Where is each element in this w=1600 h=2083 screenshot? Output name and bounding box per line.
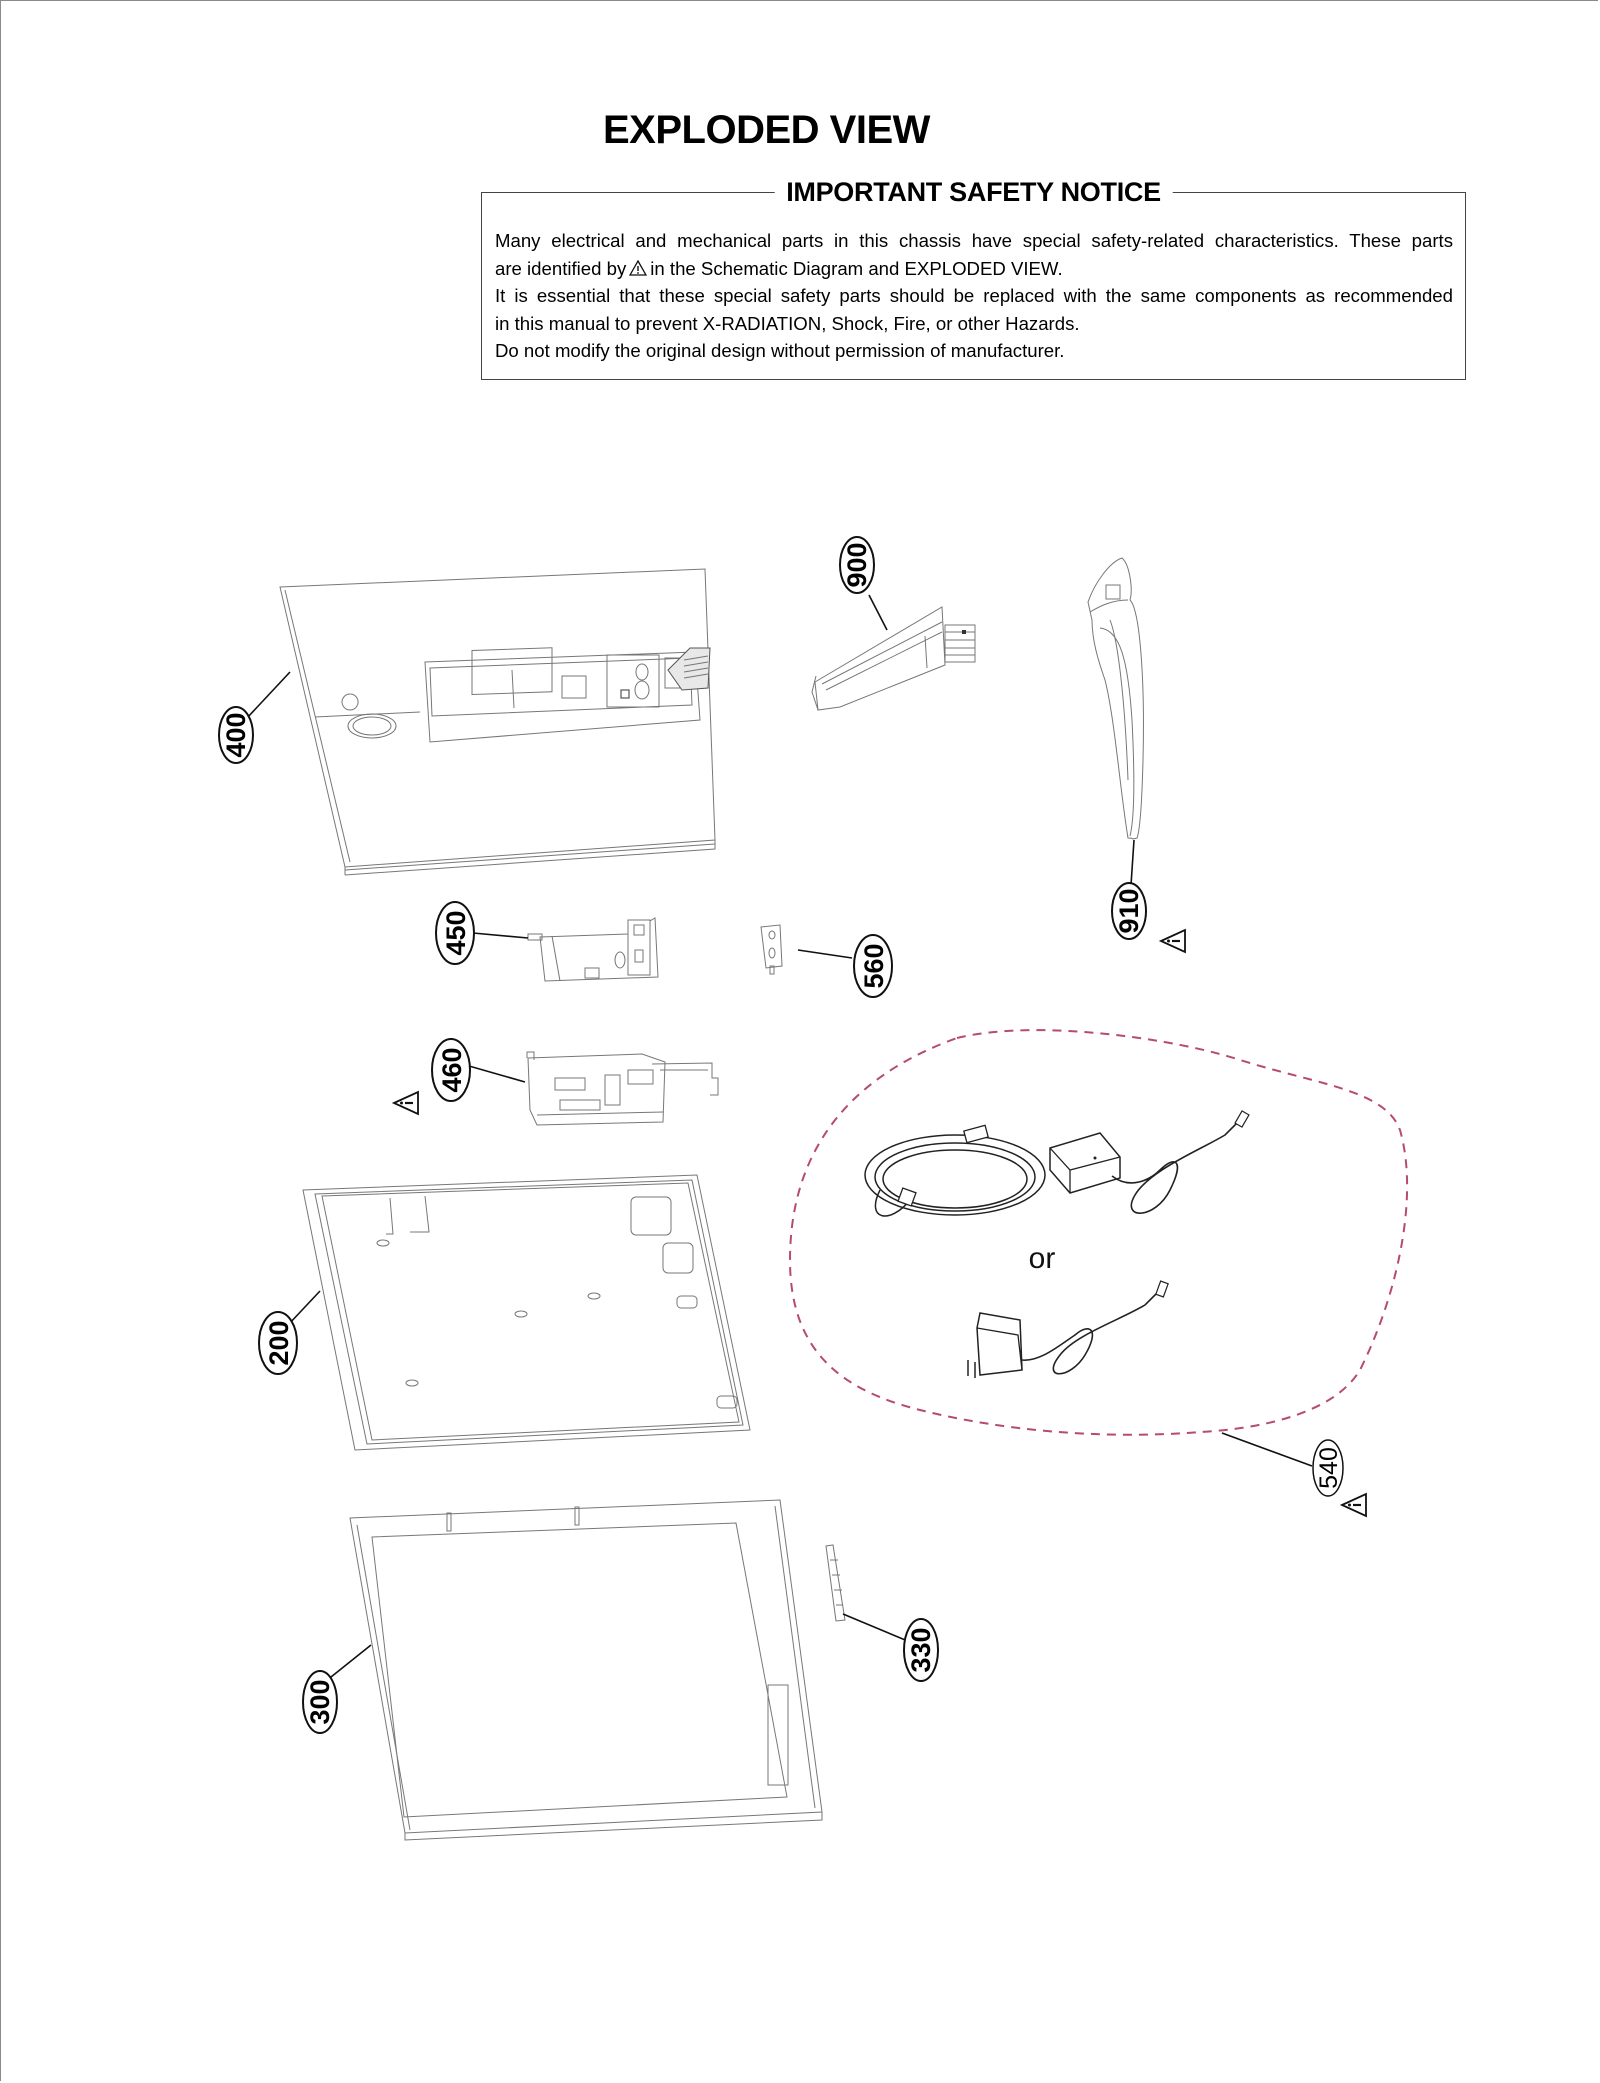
callout-910-label: 910: [1114, 888, 1144, 934]
callout-540-label: 540: [1315, 1447, 1343, 1489]
callout-900-label: 900: [842, 542, 872, 588]
safety-notice-line-4: in this manual to prevent X-RADIATION, Shock, Fire, or other Hazards.: [495, 312, 1080, 334]
part-460-shield-frame: [527, 1052, 718, 1125]
safety-notice-line-1: Many electrical and mechanical parts in this chassis have special safety-related characteristics. These parts: [495, 230, 1453, 251]
power-cord: [865, 1125, 1045, 1216]
part-330-key-board: [826, 1545, 845, 1621]
part-540-power-group: [790, 1030, 1407, 1435]
part-400-back-cover: [280, 569, 715, 875]
warning-triangle-icon: [1161, 930, 1185, 952]
callout-300[interactable]: [303, 1671, 337, 1733]
callout-900[interactable]: [840, 537, 874, 593]
part-910-stand-base: [1088, 558, 1143, 839]
callout-560[interactable]: [854, 935, 892, 997]
callout-460[interactable]: [432, 1039, 470, 1101]
callout-450-label: 450: [441, 910, 471, 956]
callout-540[interactable]: [1313, 1440, 1343, 1496]
callout-300-label: 300: [305, 1679, 335, 1725]
callout-200[interactable]: [259, 1312, 297, 1374]
safety-notice-line-2-end: in the Schematic Diagram and EXPLODED VIEW.: [650, 257, 1063, 279]
part-560-small-board: [761, 925, 782, 974]
safety-notice-heading: IMPORTANT SAFETY NOTICE: [774, 177, 1173, 208]
part-900-stand-body: [812, 607, 975, 710]
safety-notice-line-3: It is essential that these special safety parts should be replaced with the same components as recommended: [495, 285, 1453, 306]
callout-330[interactable]: [904, 1619, 938, 1681]
part-450-main-board: [528, 918, 658, 981]
callout-330-label: 330: [906, 1627, 936, 1673]
part-300-front-cabinet: [350, 1500, 822, 1840]
warning-triangle-icon: [1342, 1494, 1366, 1516]
warning-triangle-icon: [394, 1092, 418, 1114]
part-200-lcd-module: [303, 1175, 750, 1450]
callout-400[interactable]: [219, 707, 253, 763]
callout-460-label: 460: [437, 1047, 467, 1093]
callout-200-label: 200: [264, 1320, 294, 1366]
callout-450[interactable]: [436, 902, 474, 964]
safety-notice-line-5: Do not modify the original design without permission of manufacturer.: [495, 340, 1065, 361]
callout-910[interactable]: [1112, 883, 1146, 939]
power-brick-adapter: [1050, 1111, 1249, 1213]
page-title: EXPLODED VIEW: [603, 108, 930, 152]
callout-560-label: 560: [859, 943, 889, 989]
safety-notice-line-2-start: are identified by: [495, 257, 627, 279]
callout-400-label: 400: [221, 712, 251, 758]
or-label: or: [1028, 1242, 1056, 1275]
wall-plug-adapter: [968, 1281, 1168, 1378]
